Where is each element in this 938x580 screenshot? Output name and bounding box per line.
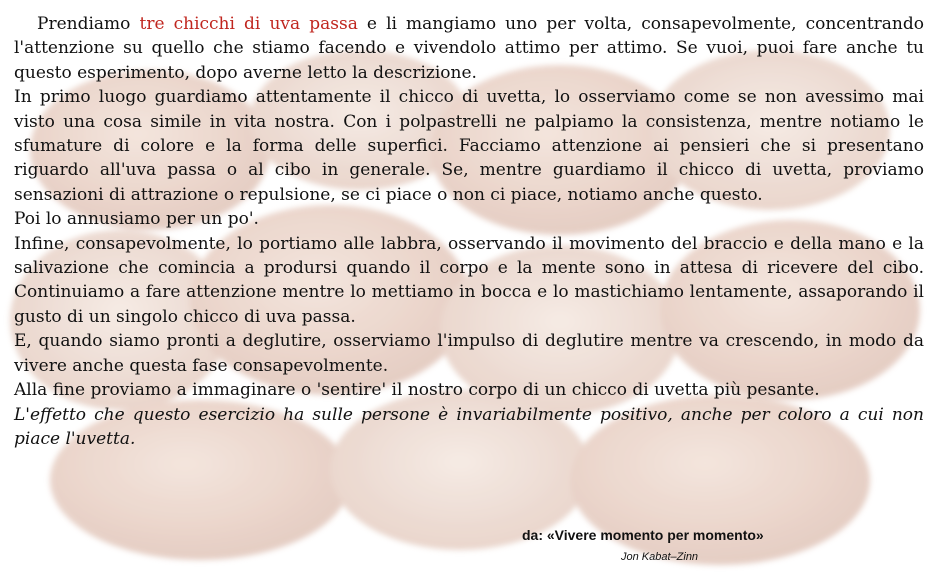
paragraph-conclusion: L'effetto che questo esercizio ha sulle persone è invariabilmente positivo, anche per coloro a cui non piace l'uvetta. <box>14 404 924 449</box>
paragraph-taste: Infine, consapevolmente, lo portiamo alle labbra, osservando il movimento del braccio e della mano e la salivazione che comincia a prodursi quando il corpo e la mente sono in attesa di ricevere del cibo. Continuiamo a fare attenzione mentre lo mettiamo in bocca e lo mastichiamo lentamente, assaporando il gusto di un singolo chicco di uva passa. <box>14 233 924 327</box>
author-name: Jon Kabat–Zinn <box>621 551 699 563</box>
intro-text: Prendiamo <box>37 14 140 34</box>
paragraph-intro <box>14 12 924 85</box>
article-body <box>14 12 924 451</box>
paragraph-imagine: Alla fine proviamo a immaginare o 'sentire' il nostro corpo di un chicco di uvetta più pesante. <box>14 380 820 401</box>
intro-text-continued: e li mangiamo uno per volta, consapevolmente, concentrando l'attenzione su quello che stiamo facendo e vivendolo attimo per attimo. Se vuoi, puoi fare anche tu questo esperimento, dopo averne letto la descrizione. <box>14 14 924 83</box>
source-citation: da: «Vivere momento per momento» <box>522 527 764 543</box>
paragraph-observe: In primo luogo guardiamo attentamente il chicco di uvetta, lo osserviamo come se non avessimo mai visto una cosa simile in vita nostra. Con i polpastrelli ne palpiamo la consistenza, mentre notiamo le sfumature di colore e la forma delle superfici. Facciamo attenzione ai pensieri che si presentano riguardo all'uva passa o al cibo in generale. Se, mentre guardiamo il chicco di uvetta, proviamo sensazioni di attrazione o repulsione, se ci piace o non ci piace, notiamo anche questo. <box>14 87 924 205</box>
paragraph-smell: Poi lo annusiamo per un po'. <box>14 209 259 230</box>
paragraph-swallow: E, quando siamo pronti a deglutire, osserviamo l'impulso di deglutire mentre va crescendo, in modo da vivere anche questa fase consapevolmente. <box>14 331 924 376</box>
highlighted-phrase: tre chicchi di uva passa <box>139 14 358 34</box>
